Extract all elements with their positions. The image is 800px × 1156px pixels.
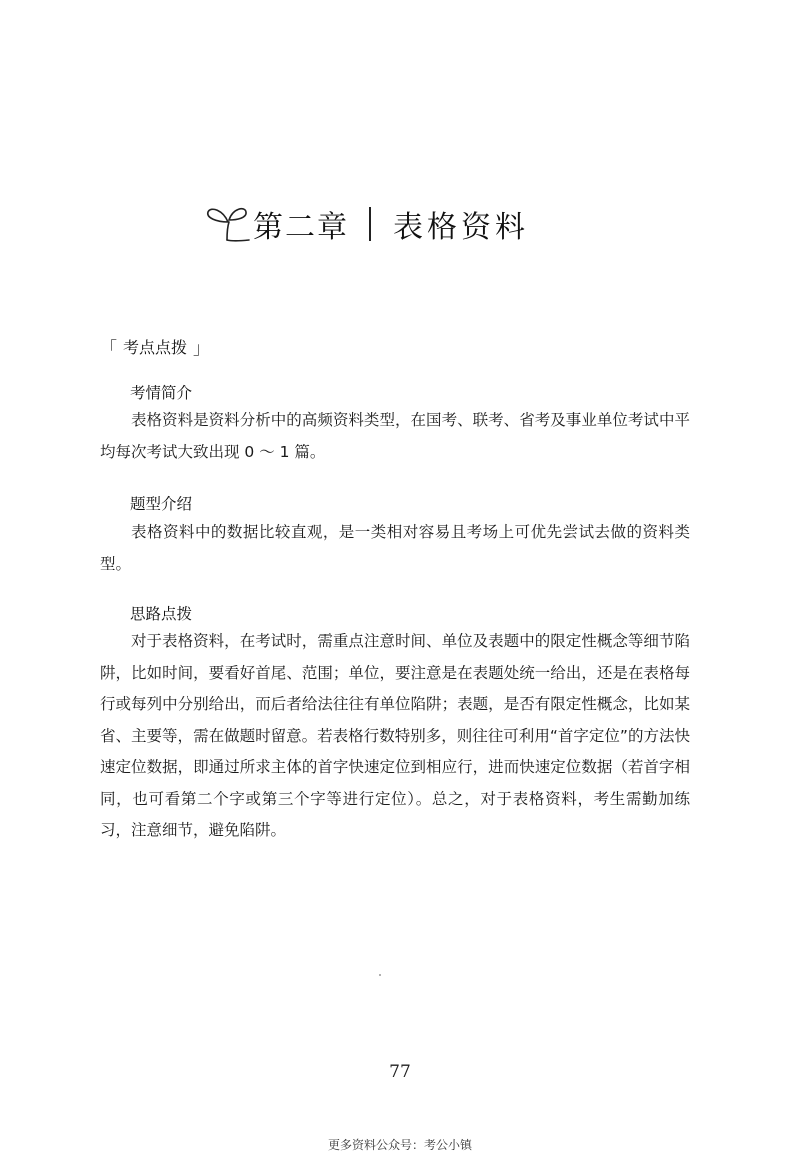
types-heading: 题型介绍 <box>130 495 193 513</box>
types-paragraph: 表格资料中的数据比较直观，是一类相对容易且考场上可优先尝试去做的资料类型。 <box>100 523 690 573</box>
chapter-title: 表格资料 <box>393 210 529 245</box>
right-bracket-icon: 」 <box>193 339 211 359</box>
section-tag-label: 考点点拨 <box>123 338 188 357</box>
chapter-divider <box>369 207 371 241</box>
tips-paragraph: 对于表格资料，在考试时，需重点注意时间、单位及表题中的限定性概念等细节陷阱，比如时间，要看好首尾、范围；单位，要注意是在表题处统一给出，还是在表格每行或每列中分别给出，而后者给法往往有单位陷阱；表题，是否有限定性概念，比如某省、主要等，需在做题时留意。若表格行数特别多，则往往可利用“首字定位”的方法快速定位数据，即通过所求主体的首字快速定位到相应行，进而快速定位数据（若首字相同，也可看第二个字或第三个字等进行定位）。总之，对于表格资料，考生需勤加练习，注意细节，避免陷阱。 <box>100 632 690 839</box>
page-number: 77 <box>389 1062 411 1082</box>
tips-heading: 思路点拨 <box>130 605 193 623</box>
chapter-number: 第二章 <box>253 210 349 245</box>
footer-note: 更多资料公众号：考公小镇 <box>327 1138 472 1152</box>
scan-dot <box>379 974 381 976</box>
left-bracket-icon: 「 <box>100 339 117 359</box>
chapter-heading <box>205 196 529 252</box>
situation-heading: 考情简介 <box>130 384 193 402</box>
sprout-icon <box>205 200 251 244</box>
situation-paragraph: 表格资料是资料分析中的高频资料类型，在国考、联考、省考及事业单位考试中平均每次考试大致出现 0 ～ 1 篇。 <box>100 411 690 461</box>
section-tag <box>100 334 210 359</box>
